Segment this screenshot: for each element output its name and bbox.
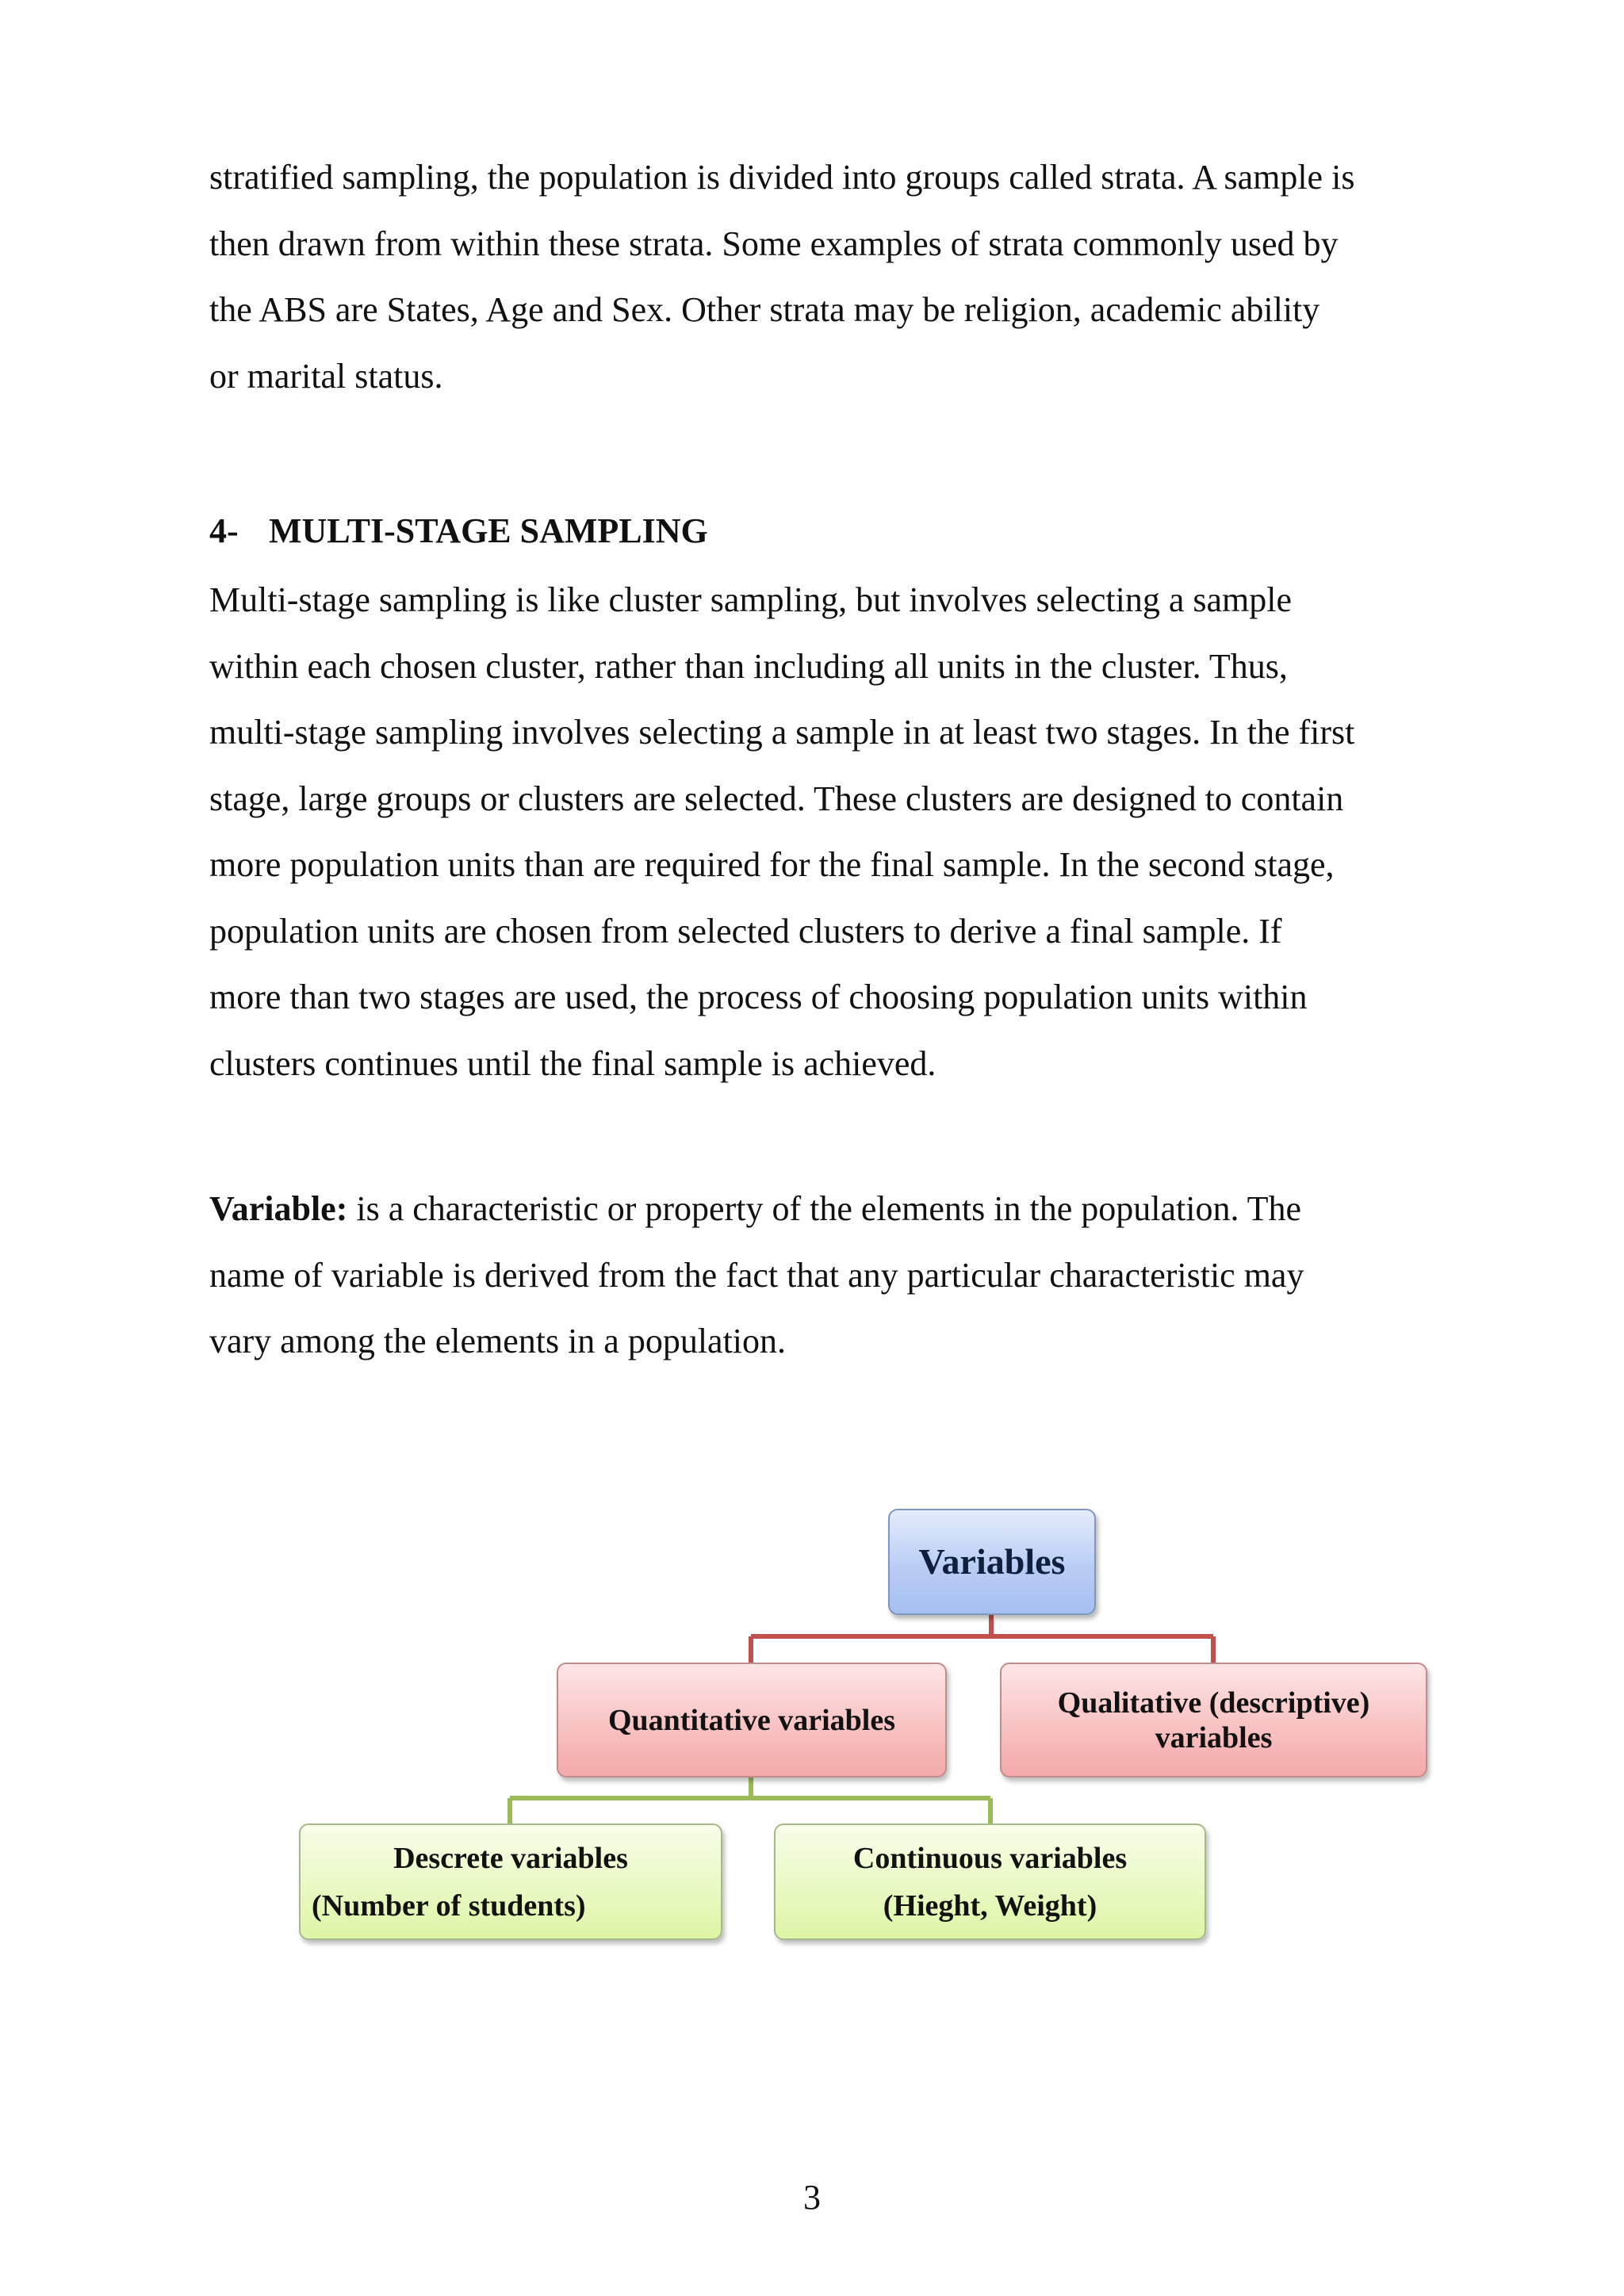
paragraph-line: then drawn from within these strata. Some examples of strata commonly used by <box>209 224 1339 263</box>
continuous-variables-node <box>774 1823 1206 1940</box>
paragraph-line: vary among the elements in a population. <box>209 1322 787 1360</box>
stratified-sampling-paragraph <box>209 144 1470 409</box>
paragraph-line: clusters continues until the final sample is achieved. <box>209 1043 936 1083</box>
paragraph-line: more population units than are required for the final sample. In the second stage, <box>209 845 1335 884</box>
variables-root-node <box>888 1509 1096 1615</box>
paragraph-line: multi-stage sampling involves selecting a sample in at least two stages. In the first <box>209 713 1355 752</box>
definition-text: is a characteristic or property of the elements in the population. The <box>347 1189 1302 1228</box>
node-label-line: Qualitative (descriptive) <box>1057 1686 1370 1720</box>
paragraph-line: stage, large groups or clusters are selected. These clusters are designed to contain <box>209 779 1344 818</box>
node-label: Variables <box>918 1541 1066 1582</box>
node-label: Quantitative variables <box>607 1703 896 1737</box>
paragraph-line: stratified sampling, the population is divided into groups called strata. A sample is <box>209 158 1355 197</box>
node-label-line: Descrete variables <box>393 1841 628 1875</box>
node-label-line: (Hieght, Weight) <box>883 1888 1097 1923</box>
node-label-line: (Number of students) <box>312 1888 586 1923</box>
quantitative-connector <box>510 1776 990 1824</box>
qualitative-variables-node <box>1000 1663 1427 1777</box>
paragraph-line: or marital status. <box>209 356 443 396</box>
section-heading <box>209 507 708 555</box>
root-connector <box>751 1614 1213 1663</box>
paragraph-line <box>209 1176 1470 1242</box>
paragraph-line: within each chosen cluster, rather than including all units in the cluster. Thus, <box>209 646 1288 686</box>
variable-term: Variable: <box>209 1189 348 1228</box>
paragraph-line: Multi-stage sampling is like cluster sampling, but involves selecting a sample <box>209 580 1292 619</box>
section-number: 4- <box>209 511 239 550</box>
node-label-line: variables <box>1155 1720 1273 1755</box>
multi-stage-paragraph <box>209 567 1470 1096</box>
section-title: MULTI-STAGE SAMPLING <box>269 511 708 550</box>
variable-definition-paragraph <box>209 1176 1470 1375</box>
paragraph-line: population units are chosen from selected clusters to derive a final sample. If <box>209 911 1282 951</box>
paragraph-line: more than two stages are used, the process of choosing population units within <box>209 978 1308 1016</box>
discrete-variables-node <box>299 1823 722 1940</box>
quantitative-variables-node <box>557 1663 947 1777</box>
page-number: 3 <box>803 2178 821 2217</box>
node-label-line: Continuous variables <box>852 1841 1128 1875</box>
paragraph-line: the ABS are States, Age and Sex. Other strata may be religion, academic ability <box>209 290 1320 329</box>
paragraph-line: name of variable is derived from the fact that any particular characteristic may <box>209 1255 1304 1295</box>
